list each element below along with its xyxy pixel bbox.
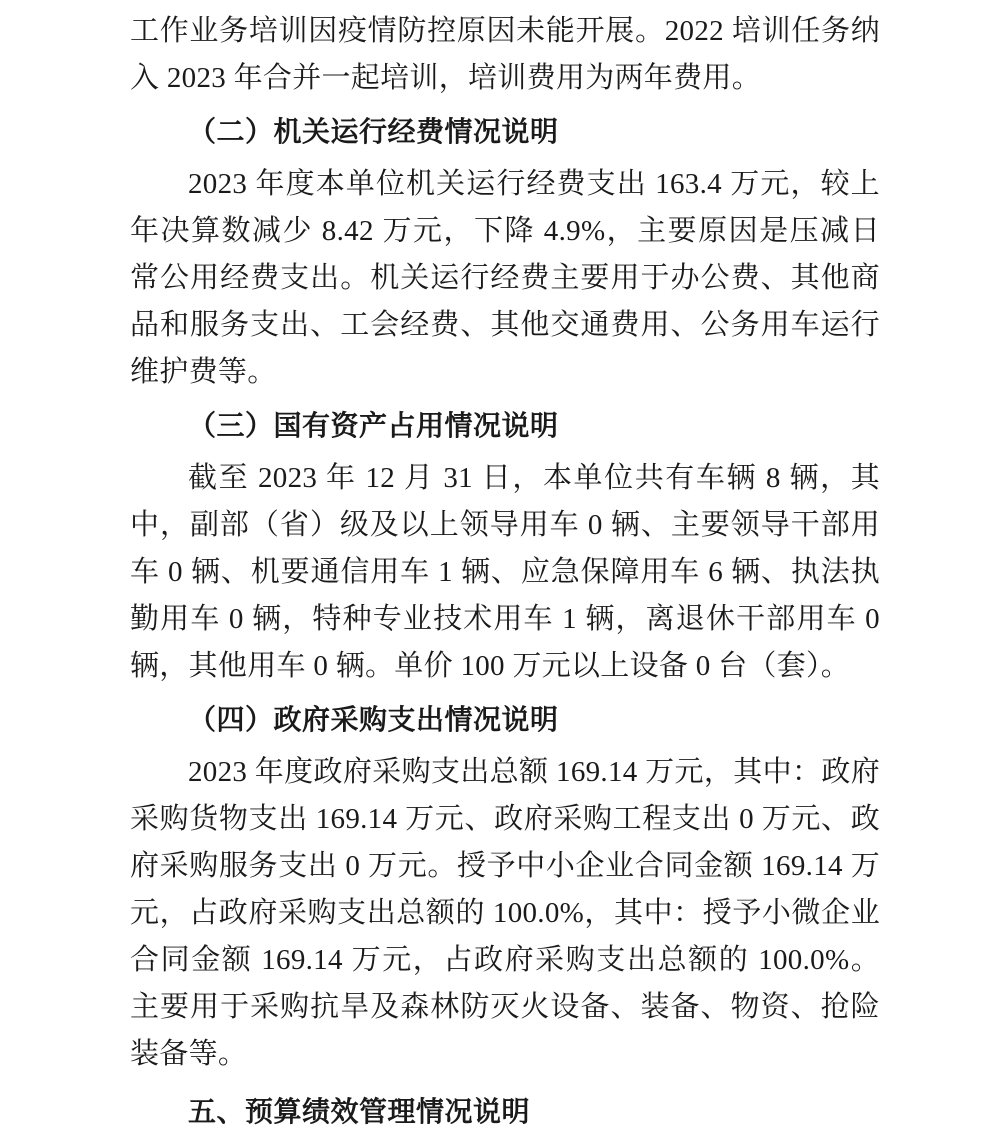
heading-budget-performance: 五、预算绩效管理情况说明 <box>188 1096 531 1127</box>
heading-state-assets: （三）国有资产占用情况说明 <box>188 410 559 441</box>
paragraph-state-assets: 截至 2023 年 12 月 31 日，本单位共有车辆 8 辆，其中，副部（省）级及以上领导用车 0 辆、主要领导干部用车 0 辆、机要通信用车 1 辆、应急保障用车 6 辆、执法执勤用车 0 辆，特种专业技术用车 1 辆，离退休干部用车 0 辆，其他用车 0 辆。单价 100 万元以上设备 0 台（套）。 <box>130 462 880 682</box>
paragraph-continued-training: 工作业务培训因疫情防控原因未能开展。2022 培训任务纳入 2023 年合并一起培训，培训费用为两年费用。 <box>130 15 880 94</box>
paragraph-spacer <box>130 1078 880 1088</box>
paragraph-government-procurement: 2023 年度政府采购支出总额 169.14 万元，其中：政府采购货物支出 169.14 万元、政府采购工程支出 0 万元、政府采购服务支出 0 万元。授予中小企业合同金额 169.14 万元，占政府采购支出总额的 100.0%，其中：授予小微企业合同金额 169.14 万元，占政府采购支出总额的 100.0%。主要用于采购抗旱及森林防灭火设备、装备、物资、抢险装备等。 <box>130 756 880 1070</box>
heading-government-procurement: （四）政府采购支出情况说明 <box>188 704 559 735</box>
paragraph-organ-operating-expenses: 2023 年度本单位机关运行经费支出 163.4 万元，较上年决算数减少 8.42 万元，下降 4.9%，主要原因是压减日常公用经费支出。机关运行经费主要用于办公费、其他商品和服务支出、工会经费、其他交通费用、公务用车运行维护费等。 <box>130 168 880 388</box>
heading-organ-operating-expenses: （二）机关运行经费情况说明 <box>188 116 559 147</box>
